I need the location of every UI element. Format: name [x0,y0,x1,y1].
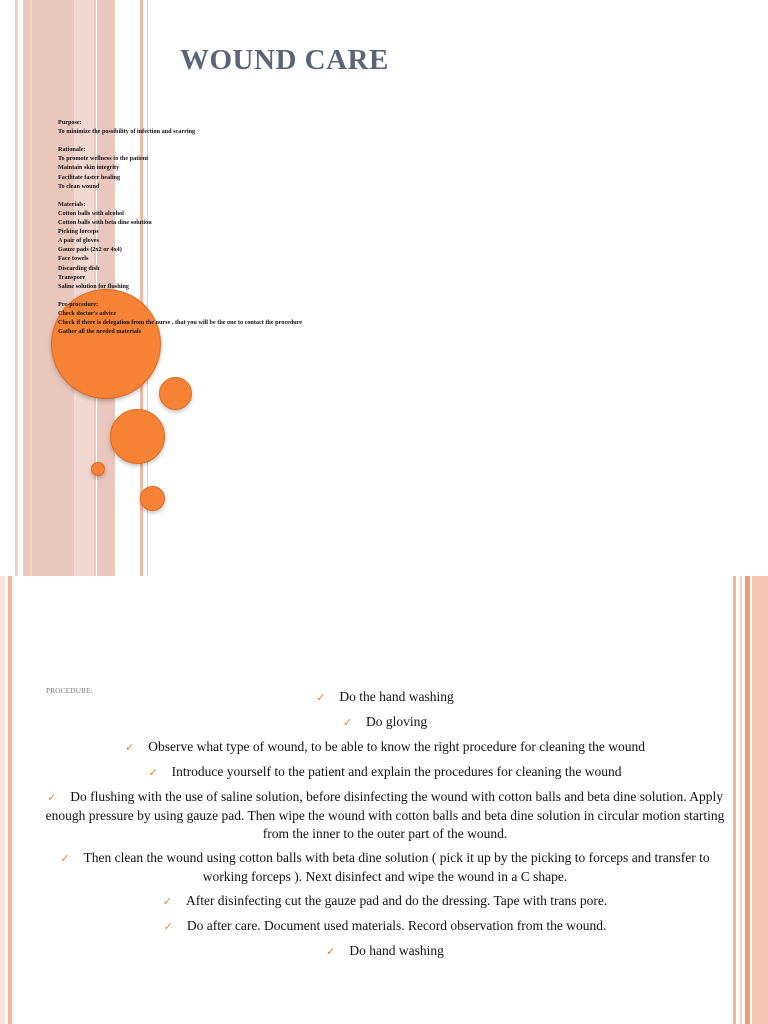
materials-heading: Materials: [58,200,86,208]
procedure-step: ✓ Do the hand washing [316,689,454,704]
decorative-circle-small [91,462,105,476]
preprocedure-heading: Pre-procedure: [58,300,99,308]
checkmark-icon: ✓ [125,742,135,754]
procedure-steps-list [40,688,730,967]
preprocedure-item: Check doctor's advice [58,309,117,317]
decorative-line [15,0,18,576]
procedure-step: ✓ Introduce yourself to the patient and explain the procedures for cleaning the wound [148,764,622,779]
materials-item: Face towels [58,255,89,263]
materials-item: Cotton balls with beta dine solution [58,219,152,227]
materials-item: Gauze pads (2x2 or 4x4) [58,246,122,254]
preprocedure-item: Gather all the needed materials [58,328,142,336]
section-label-procedure: PROCEDURE: [46,686,93,695]
purpose-heading: Purpose: [58,119,82,126]
rationale-heading: Rationale: [58,146,86,154]
procedure-step: ✓ After disinfecting cut the gauze pad and do the dressing. Tape with trans pore. [162,893,608,908]
procedure-step: ✓ Do hand washing [326,943,444,958]
materials-item: A pair of gloves [58,237,99,245]
checkmark-icon: ✓ [60,853,70,865]
rationale-item: To promote wellness to the patient [58,155,149,163]
procedure-step: ✓ Do after care. Document used materials. Record observation from the wound. [163,918,607,933]
decorative-line [0,576,5,1024]
wound-care-details [58,118,388,336]
materials-item: Saline solution for flushing [58,282,129,290]
decorative-line [745,576,750,1024]
checkmark-icon: ✓ [316,692,326,704]
materials-item: Transpore [58,273,86,281]
decorative-circle [110,409,165,464]
purpose-item: To minimize the possibility of infection and scarring [58,128,196,136]
slide-title: WOUND CARE [180,44,389,76]
procedure-step: ✓ Observe what type of wound, to be able to know the right procedure for cleaning the wound [125,739,645,754]
checkmark-icon: ✓ [47,792,57,804]
materials-item: Cotton balls with alcohol [58,209,124,217]
checkmark-icon: ✓ [326,946,336,958]
procedure-step: ✓ Do flushing with the use of saline solution, before disinfecting the wound with cotton balls and beta dine solution. Apply enough pressure by using gauze pad. Then wipe the wound with cotton balls and beta dine solution in circular motion starting from the inner to the outer part of the wound. [45,789,725,841]
decorative-line [733,576,736,1024]
procedure-step: ✓ Do gloving [342,714,428,729]
rationale-item: Maintain skin integrity [58,164,120,172]
decorative-circle [140,486,165,511]
decorative-line [740,576,742,1024]
checkmark-icon: ✓ [163,921,173,933]
decorative-stripe-band [752,576,768,1024]
preprocedure-item: Check if there is delegation from the nurse , that you will be the one to contact the procedure [58,319,303,327]
rationale-item: To clean wound [58,182,100,190]
checkmark-icon: ✓ [148,767,158,779]
checkmark-icon: ✓ [342,717,353,729]
checkmark-icon: ✓ [162,896,172,908]
decorative-line [8,576,12,1024]
decorative-circle [159,377,192,410]
rationale-item: Facilitate faster healing [58,173,121,181]
materials-item: Picking forceps [58,228,99,236]
slide-procedure [0,576,768,1024]
materials-item: Discarding dish [58,264,100,272]
procedure-step: ✓ Then clean the wound using cotton balls with beta dine solution ( pick it up by the picking to forceps and transfer to working forceps ). Next disinfect and wipe the wound in a C shape. [60,850,710,884]
decorative-line [30,0,32,576]
